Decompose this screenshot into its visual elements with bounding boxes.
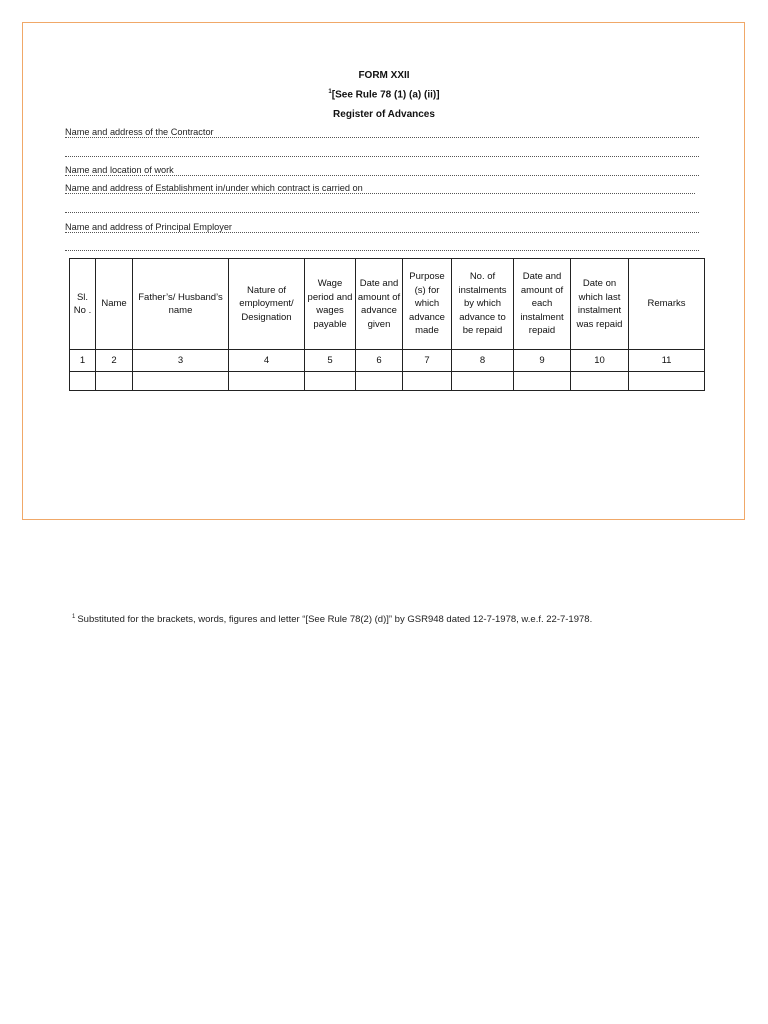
form-rule-reference [0, 89, 768, 100]
dotted-line [65, 212, 699, 213]
empty-entry-row [70, 372, 705, 391]
principal-employer-field-continuation [65, 240, 699, 254]
footnote-marker: 1 [72, 614, 76, 620]
empty-cell [96, 372, 133, 391]
empty-cell [571, 372, 629, 391]
location-field [65, 165, 699, 179]
contractor-field [65, 127, 699, 141]
empty-cell [229, 372, 305, 391]
register-table [69, 258, 705, 391]
dotted-line [65, 193, 695, 194]
location-label: Name and location of work [65, 165, 174, 175]
footnote-text: Substituted for the brackets, words, figures and letter “[See Rule 78(2) (d)]” by GSR948 dated 12-7-1978, w.e.f. 22-7-1978. [77, 614, 593, 626]
column-number: 8 [452, 350, 514, 372]
empty-cell [70, 372, 96, 391]
empty-cell [133, 372, 229, 391]
empty-cell [356, 372, 403, 391]
header-row [70, 259, 705, 350]
rule-text: [See Rule 78 (1) (a) (ii)] [331, 89, 440, 101]
col-header-father-husband-name: Father’s/ Husband’s name [133, 259, 229, 350]
dotted-line [65, 156, 699, 157]
col-header-sl-no: Sl. No . [70, 259, 96, 350]
col-header-no-of-instalments: No. of instalments by which advance to be repaid [452, 259, 514, 350]
column-number: 11 [629, 350, 705, 372]
dotted-line [65, 232, 699, 233]
column-number: 5 [305, 350, 356, 372]
footnote [72, 614, 592, 625]
col-header-remarks: Remarks [629, 259, 705, 350]
dotted-line [65, 175, 699, 176]
empty-cell [452, 372, 514, 391]
establishment-field-continuation [65, 202, 699, 216]
column-number-row [70, 350, 705, 372]
column-number: 4 [229, 350, 305, 372]
dotted-line [65, 137, 699, 138]
column-number: 7 [403, 350, 452, 372]
col-header-nature-of-employment: Nature of employment/ Designation [229, 259, 305, 350]
contractor-field-continuation [65, 146, 699, 160]
column-number: 10 [571, 350, 629, 372]
establishment-field [65, 183, 695, 197]
rule-footnote-marker: 1 [328, 89, 332, 95]
column-number: 9 [514, 350, 571, 372]
col-header-date-amount-advance: Date and amount of advance given [356, 259, 403, 350]
col-header-date-last-instalment: Date on which last instalment was repaid [571, 259, 629, 350]
principal-employer-field [65, 222, 699, 236]
col-header-wage-period: Wage period and wages payable [305, 259, 356, 350]
form-subtitle: Register of Advances [333, 109, 435, 120]
establishment-label: Name and address of Establishment in/under which contract is carried on [65, 183, 363, 193]
contractor-label: Name and address of the Contractor [65, 127, 214, 137]
col-header-purpose: Purpose (s) for which advance made [403, 259, 452, 350]
empty-cell [305, 372, 356, 391]
col-header-name: Name [96, 259, 133, 350]
column-number: 2 [96, 350, 133, 372]
form-title: FORM XXII [358, 70, 410, 81]
empty-cell [403, 372, 452, 391]
dotted-line [65, 250, 699, 251]
column-number: 3 [133, 350, 229, 372]
principal-employer-label: Name and address of Principal Employer [65, 222, 232, 232]
empty-cell [629, 372, 705, 391]
empty-cell [514, 372, 571, 391]
col-header-date-amount-instalment: Date and amount of each instalment repaid [514, 259, 571, 350]
column-number: 6 [356, 350, 403, 372]
column-number: 1 [70, 350, 96, 372]
